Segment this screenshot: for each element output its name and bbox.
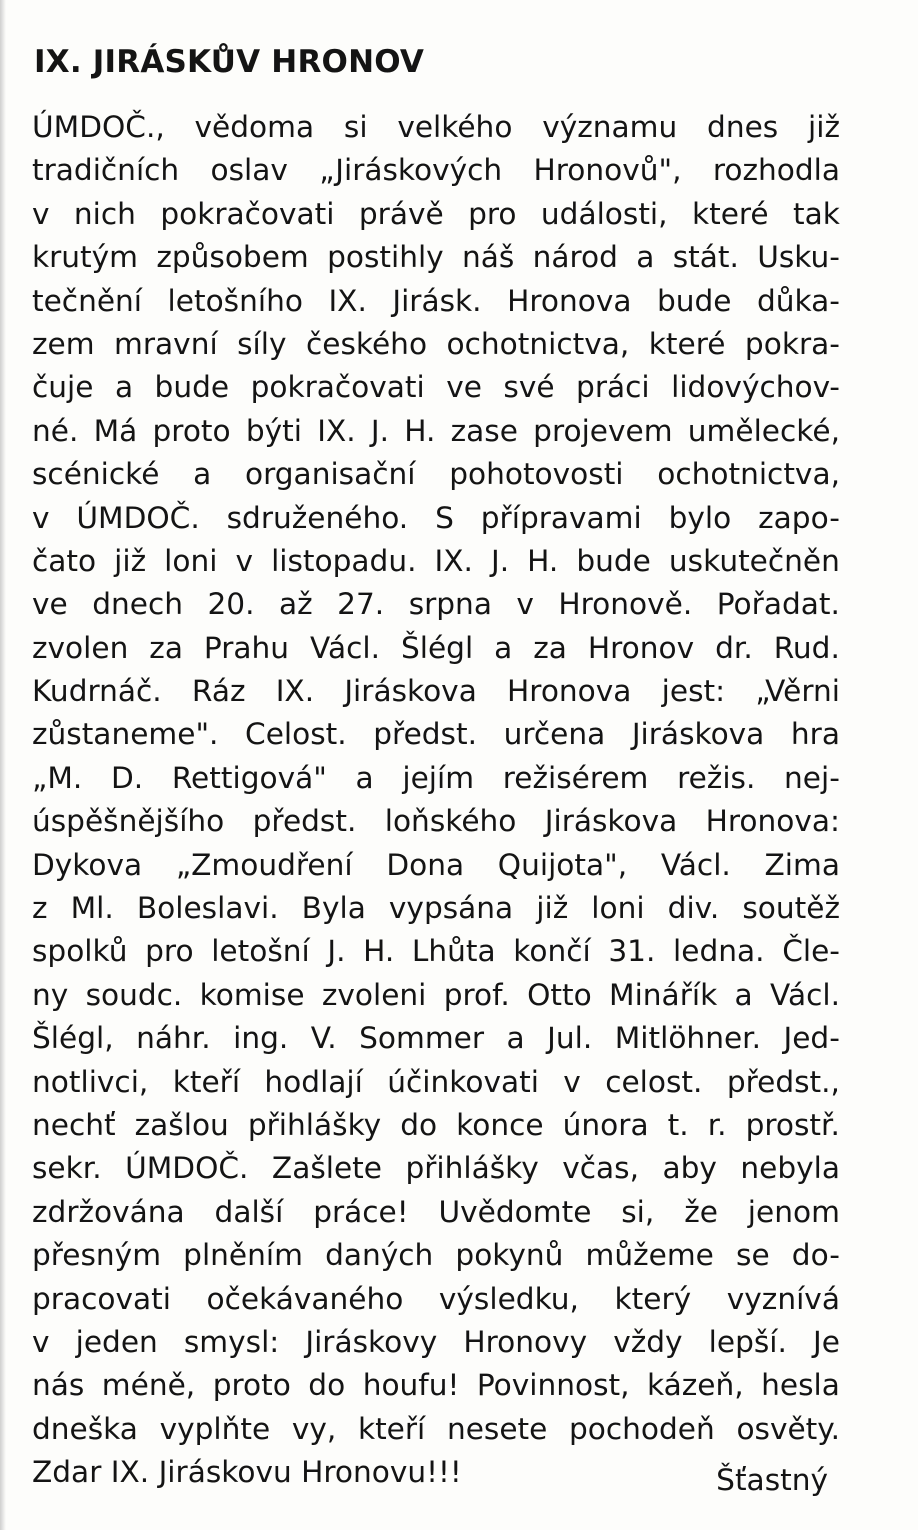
word: předst.,	[726, 1064, 840, 1099]
word: Je	[813, 1324, 840, 1359]
word: jenom	[747, 1194, 840, 1229]
word: předst.	[373, 717, 477, 752]
word: Dykova	[32, 847, 143, 882]
word: práce!	[313, 1194, 409, 1229]
word: Prahu	[203, 630, 290, 665]
word: nej-	[784, 760, 840, 795]
word: houfu!	[362, 1368, 460, 1403]
word: náš	[462, 240, 515, 275]
word: Má	[93, 413, 138, 448]
text-line	[32, 540, 840, 583]
word: proto	[212, 1368, 291, 1403]
word: zdržována	[32, 1194, 185, 1229]
text-line	[32, 106, 840, 149]
word: se	[736, 1238, 770, 1273]
word: Kudrnáč.	[32, 674, 162, 709]
word: hra	[790, 717, 840, 752]
word: Celost.	[245, 717, 347, 752]
word: pohotovosti	[449, 457, 624, 492]
word: ochotnictva,	[446, 326, 630, 361]
word: národ	[532, 240, 618, 275]
text-line	[32, 974, 840, 1017]
word: bude	[656, 283, 732, 318]
word: významu	[542, 110, 678, 144]
word: celost.	[605, 1064, 703, 1099]
word: Jiráskova	[344, 674, 477, 709]
word: letošního	[167, 283, 303, 318]
word: vědoma	[194, 110, 315, 144]
word: dnech	[92, 587, 183, 622]
word: loni	[164, 543, 218, 578]
word: „Jiráskových	[319, 153, 503, 188]
text-line	[32, 1147, 840, 1190]
word: za	[149, 630, 183, 665]
text-line	[32, 1017, 840, 1060]
word: a	[506, 1021, 525, 1056]
word: zvolen	[32, 630, 129, 665]
word: si,	[621, 1194, 655, 1229]
word: další	[214, 1194, 284, 1229]
word: ny	[32, 977, 69, 1012]
word: a	[494, 630, 513, 665]
word: ochotnictva,	[657, 457, 840, 492]
word: proto	[152, 413, 231, 448]
word: si	[343, 110, 368, 144]
word: rozhodla	[712, 153, 840, 188]
word: Minářík	[609, 977, 718, 1012]
word: méně,	[101, 1368, 196, 1403]
word: notlivci,	[32, 1064, 149, 1099]
text-line	[32, 1061, 840, 1104]
word: a	[636, 240, 655, 275]
word: a	[734, 977, 753, 1012]
word: soudc.	[85, 977, 183, 1012]
word: v	[32, 196, 50, 231]
word: komise	[199, 977, 305, 1012]
word: pochodeň	[569, 1411, 715, 1446]
word: Rud.	[773, 630, 840, 665]
text-line	[32, 366, 840, 409]
word: Rettigová"	[171, 760, 327, 795]
word: pro	[145, 934, 194, 969]
text-line	[32, 627, 840, 670]
word: H.	[363, 934, 395, 969]
word: hodlají	[264, 1064, 363, 1099]
word: Šlégl,	[32, 1021, 114, 1056]
word: býti	[245, 413, 302, 448]
word: Uvědomte	[438, 1194, 592, 1229]
word: Sommer	[359, 1021, 485, 1056]
word: H.	[404, 413, 436, 448]
word: Šlégl	[400, 630, 474, 665]
word: Ráz	[191, 674, 246, 709]
word: které	[691, 196, 769, 231]
word: února	[562, 1107, 649, 1142]
word: a	[355, 760, 374, 795]
word: nechť	[32, 1107, 116, 1142]
text-line	[32, 323, 840, 366]
word: IX.	[328, 283, 367, 318]
word: mravní	[114, 326, 218, 361]
text-line	[32, 930, 840, 973]
text-line	[32, 887, 840, 930]
word: konce	[456, 1107, 544, 1142]
word: své	[503, 370, 555, 405]
word: kteří	[357, 1411, 426, 1446]
word: velkého	[397, 110, 513, 144]
word: očekávaného	[206, 1281, 404, 1316]
word: 20.	[207, 587, 255, 622]
word: Václ.	[310, 630, 380, 665]
word: Hronova	[507, 283, 632, 318]
text-line	[32, 1191, 840, 1234]
word: div.	[667, 891, 720, 926]
word: zašlou	[134, 1107, 229, 1142]
word: výsledku,	[438, 1281, 579, 1316]
word: ÚMDOČ.	[76, 500, 200, 535]
word: nich	[73, 196, 136, 231]
text-line	[32, 280, 840, 323]
word: ve	[446, 370, 482, 405]
word: Hronovů",	[533, 153, 682, 188]
word: přesným	[32, 1238, 162, 1273]
text-line-last: Zdar IX. Jiráskovu Hronovu!!!	[32, 1455, 462, 1490]
text-line	[32, 453, 840, 496]
word: které	[648, 326, 726, 361]
word: včas,	[562, 1151, 639, 1186]
word: IX.	[275, 674, 315, 709]
word: stát.	[672, 240, 739, 275]
text-line	[32, 844, 840, 887]
text-line	[32, 1321, 840, 1364]
word: D.	[110, 760, 144, 795]
word: Čle-	[782, 934, 840, 969]
word: již	[536, 891, 569, 926]
word: přihlášky	[247, 1107, 382, 1142]
word: listopadu.	[271, 543, 417, 578]
word: soutěž	[742, 891, 840, 926]
word: loni	[591, 891, 645, 926]
word: a	[114, 370, 134, 405]
word: Hronova	[507, 674, 632, 709]
word: J.	[370, 413, 390, 448]
word: daných	[325, 1238, 434, 1273]
word: Jul.	[547, 1021, 593, 1056]
article-body	[32, 106, 840, 1495]
text-line	[32, 583, 840, 626]
word: práci	[576, 370, 650, 405]
word: jest:	[661, 674, 726, 709]
word: události,	[540, 196, 668, 231]
word: jeden	[75, 1324, 158, 1359]
author-signature: Šťastný	[716, 1463, 828, 1497]
word: jejím	[402, 760, 475, 795]
word: Pořadat.	[716, 587, 840, 622]
word: V.	[310, 1021, 337, 1056]
word: úspěšnějšího	[32, 804, 225, 839]
word: vždy	[613, 1324, 683, 1359]
word: zvoleni	[321, 977, 427, 1012]
word: „M.	[32, 760, 83, 795]
word: tečnění	[32, 283, 143, 318]
word: Zašlete	[271, 1151, 382, 1186]
word: ing.	[233, 1021, 289, 1056]
word: pokračovati	[160, 196, 335, 231]
text-line	[32, 1104, 840, 1147]
word: v	[32, 500, 50, 535]
word: IX.	[317, 413, 356, 448]
word: zapo-	[758, 500, 840, 535]
word: v	[516, 587, 534, 622]
word: projevem	[533, 413, 673, 448]
word: t.	[667, 1107, 689, 1142]
word: Quijota",	[497, 847, 628, 882]
text-line	[32, 193, 840, 236]
word: přihlášky	[405, 1151, 539, 1186]
text-line	[32, 1364, 840, 1407]
word: Jed-	[783, 1021, 840, 1056]
word: Hronově.	[558, 587, 693, 622]
text-line	[32, 670, 840, 713]
word: Václ.	[660, 847, 731, 882]
word: zem	[32, 326, 95, 361]
word: sdruženého.	[226, 500, 409, 535]
page-edge-shadow	[0, 0, 6, 1530]
word: do-	[791, 1238, 840, 1273]
word: zase	[450, 413, 518, 448]
word: již	[114, 543, 147, 578]
word: oslav	[210, 153, 288, 188]
word: ve	[32, 587, 68, 622]
word: do	[400, 1107, 438, 1142]
word: ÚMDOČ.,	[32, 110, 165, 144]
text-line	[32, 713, 840, 756]
word: pokra-	[744, 326, 840, 361]
word: Jiráskovy	[305, 1324, 438, 1359]
word: z	[32, 891, 48, 926]
word: Jirásk.	[392, 283, 482, 318]
word: Ml.	[70, 891, 114, 926]
word: právě	[358, 196, 444, 231]
word: pro	[468, 196, 517, 231]
word: nebyla	[740, 1151, 840, 1186]
article-title: IX. JIRÁSKŮV HRONOV	[34, 44, 425, 80]
word: Jiráskova	[544, 804, 678, 839]
word: pracovati	[32, 1281, 171, 1316]
word: Boleslavi.	[136, 891, 279, 926]
word: 31.	[608, 934, 656, 969]
word: Byla	[301, 891, 366, 926]
word: Hronovy	[463, 1324, 588, 1359]
word: pokračovati	[250, 370, 425, 405]
word: že	[684, 1194, 718, 1229]
word: až	[279, 587, 313, 622]
word: prof.	[443, 977, 510, 1012]
word: Dona	[386, 847, 465, 882]
word: r.	[707, 1107, 727, 1142]
word: Zima	[764, 847, 840, 882]
word: Hronova:	[705, 804, 840, 839]
word: předst.	[252, 804, 357, 839]
word: režisérem	[502, 760, 649, 795]
word: českého	[306, 326, 428, 361]
word: J.	[327, 934, 346, 969]
word: Otto	[527, 977, 592, 1012]
word: Usku-	[757, 240, 840, 275]
word: scénické	[32, 457, 160, 492]
word: sekr.	[32, 1151, 102, 1186]
word: ledna.	[673, 934, 765, 969]
word: důka-	[757, 283, 840, 318]
word: tak	[793, 196, 840, 231]
word: můžeme	[585, 1238, 714, 1273]
word: aby	[662, 1151, 717, 1186]
word: končí	[513, 934, 591, 969]
text-line	[32, 1408, 840, 1451]
word: za	[533, 630, 567, 665]
word: lepší.	[708, 1324, 787, 1359]
word: Lhůta	[411, 934, 496, 969]
word: v	[32, 1324, 50, 1359]
word: bylo	[668, 500, 732, 535]
word: prostř.	[745, 1107, 840, 1142]
word: do	[308, 1368, 346, 1403]
word: čuje	[32, 370, 94, 405]
word: spolků	[32, 934, 128, 969]
word: IX.	[434, 543, 473, 578]
word: ÚMDOČ.	[125, 1151, 249, 1186]
word: „Věrni	[755, 674, 840, 709]
word: pokynů	[455, 1238, 564, 1273]
word: dnes	[707, 110, 779, 144]
word: režis.	[677, 760, 756, 795]
word: dneška	[32, 1411, 138, 1446]
word: uskutečněn	[668, 543, 840, 578]
text-line	[32, 1234, 840, 1277]
word: krutým	[32, 240, 139, 275]
text-line	[32, 149, 840, 192]
word: nesete	[446, 1411, 548, 1446]
word: letošní	[211, 934, 310, 969]
word: který	[614, 1281, 692, 1316]
word: vy,	[291, 1411, 337, 1446]
word: nás	[32, 1368, 85, 1403]
word: bude	[576, 543, 651, 578]
word: postihly	[327, 240, 444, 275]
word: zůstaneme".	[32, 717, 219, 752]
word: v	[563, 1064, 581, 1099]
text-line	[32, 757, 840, 800]
word: né.	[32, 413, 79, 448]
word: tradičních	[32, 153, 180, 188]
word: hesla	[761, 1368, 840, 1403]
word: smysl:	[183, 1324, 280, 1359]
word: S	[435, 500, 454, 535]
word: způsobem	[156, 240, 309, 275]
word: v	[235, 543, 254, 578]
word: 27.	[337, 587, 385, 622]
word: loňského	[384, 804, 517, 839]
word: čato	[32, 543, 97, 578]
word: Václ.	[770, 977, 840, 1012]
word: a	[193, 457, 212, 492]
word: „Zmoudření	[175, 847, 353, 882]
word: náhr.	[136, 1021, 211, 1056]
text-line	[32, 236, 840, 279]
text-line	[32, 497, 840, 540]
word: J.	[491, 543, 510, 578]
word: vypsána	[388, 891, 514, 926]
word: Hronov	[587, 630, 695, 665]
word: umělecké,	[687, 413, 840, 448]
word: Povinnost,	[476, 1368, 630, 1403]
word: dr.	[715, 630, 753, 665]
word: Jiráskova	[631, 717, 765, 752]
word: kázeň,	[647, 1368, 744, 1403]
word: síly	[237, 326, 287, 361]
word: kteří	[172, 1064, 241, 1099]
word: lidovýchov-	[671, 370, 840, 405]
word: vyplňte	[159, 1411, 271, 1446]
text-line	[32, 1278, 840, 1321]
word: organisační	[245, 457, 416, 492]
word: srpna	[408, 587, 492, 622]
word: účinkovati	[387, 1064, 539, 1099]
word: přípravami	[480, 500, 642, 535]
word: H.	[527, 543, 559, 578]
text-line	[32, 800, 840, 843]
text-line	[32, 410, 840, 453]
word: bude	[154, 370, 230, 405]
word: Mitlöhner.	[614, 1021, 762, 1056]
word: osvěty.	[736, 1411, 840, 1446]
word: již	[808, 110, 840, 144]
word: určena	[503, 717, 606, 752]
word: plněním	[183, 1238, 303, 1273]
word: vyznívá	[726, 1281, 840, 1316]
